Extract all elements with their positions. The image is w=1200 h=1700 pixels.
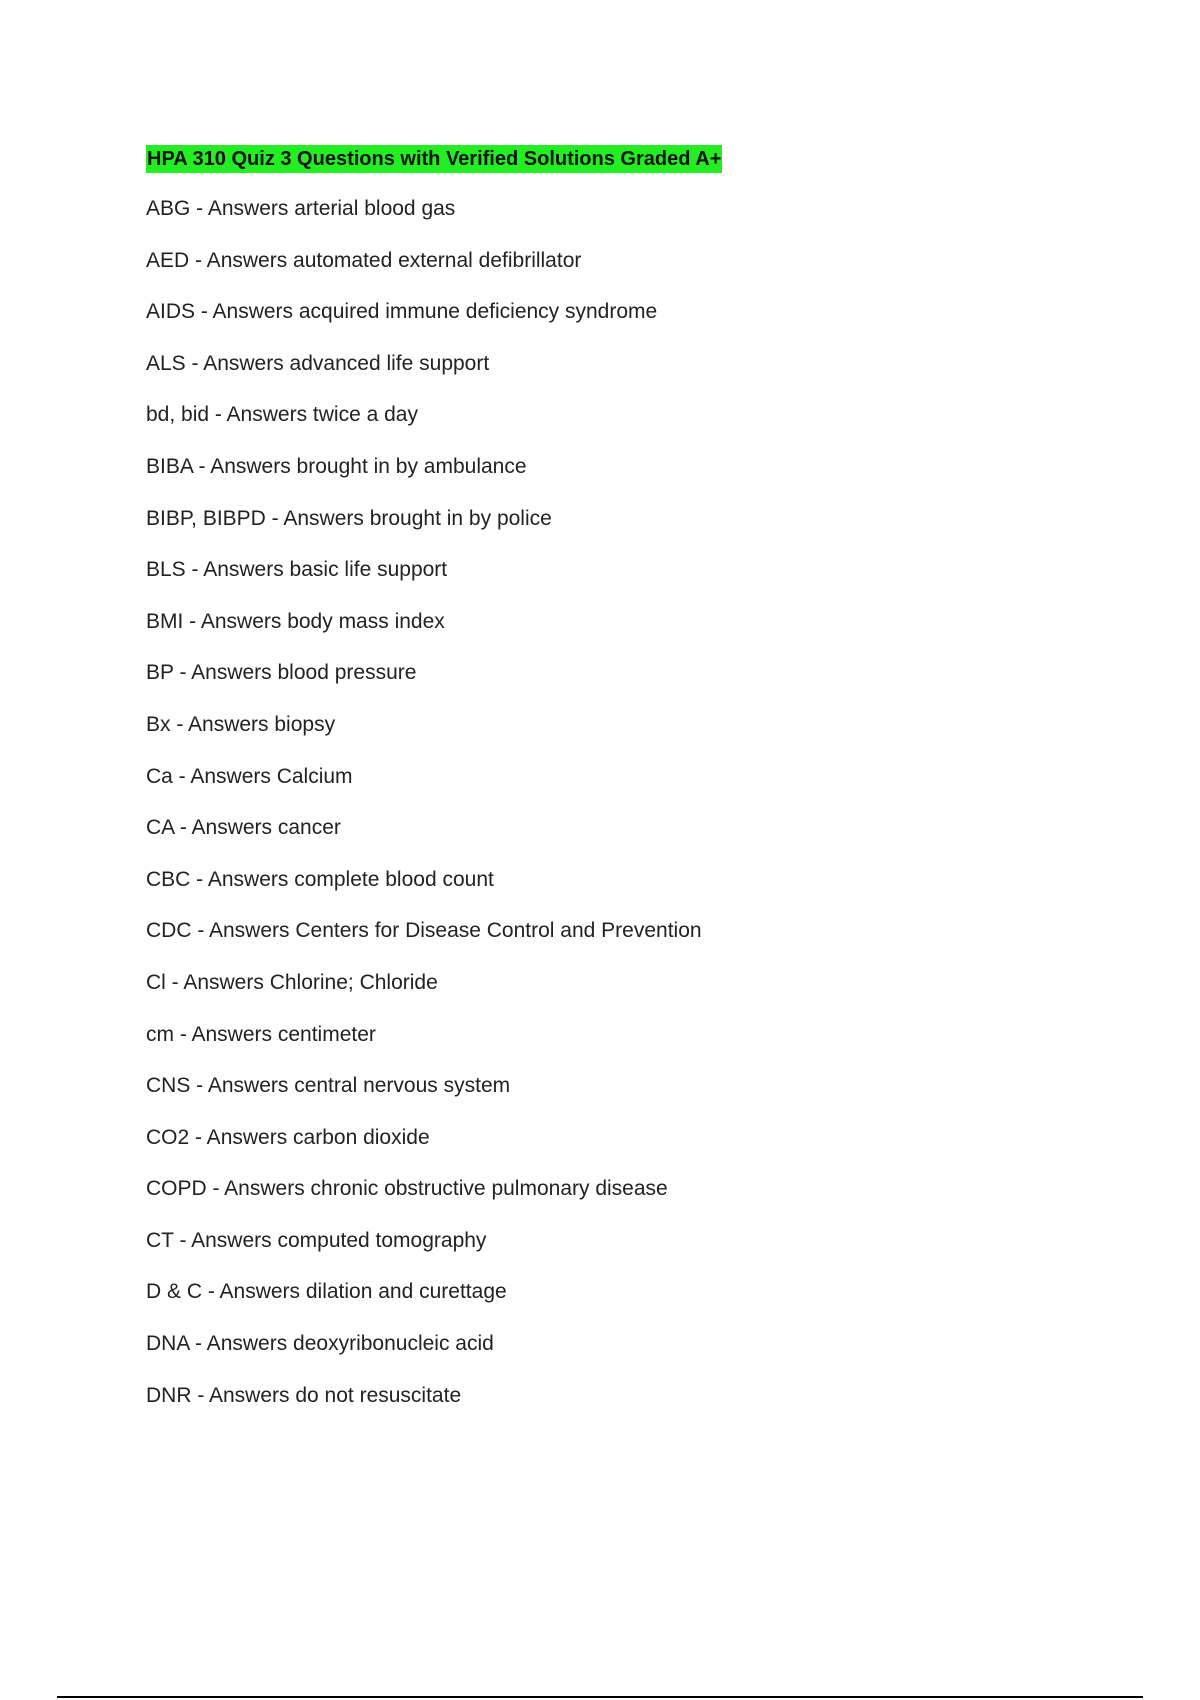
glossary-entry: BMI - Answers body mass index	[146, 609, 445, 633]
glossary-entry: CO2 - Answers carbon dioxide	[146, 1125, 430, 1149]
glossary-entry: Bx - Answers biopsy	[146, 712, 336, 736]
glossary-entry: COPD - Answers chronic obstructive pulmonary disease	[146, 1177, 668, 1201]
glossary-entry: CDC - Answers Centers for Disease Control and Prevention	[146, 919, 702, 943]
glossary-entry: CT - Answers computed tomography	[146, 1228, 487, 1252]
glossary-entry: cm - Answers centimeter	[146, 1022, 376, 1046]
glossary-entry: BLS - Answers basic life support	[146, 558, 448, 582]
glossary-entry: CBC - Answers complete blood count	[146, 867, 494, 891]
glossary-entry: Ca - Answers Calcium	[146, 764, 353, 788]
glossary-entry: DNA - Answers deoxyribonucleic acid	[146, 1332, 494, 1356]
document-title: HPA 310 Quiz 3 Questions with Verified Solutions Graded A+	[146, 145, 722, 173]
glossary-entry: bd, bid - Answers twice a day	[146, 403, 418, 427]
glossary-entry: ABG - Answers arterial blood gas	[146, 197, 456, 220]
glossary-entry: ALS - Answers advanced life support	[146, 351, 490, 375]
glossary-entry: BIBP, BIBPD - Answers brought in by police	[146, 506, 552, 530]
glossary-entry: AED - Answers automated external defibrillator	[146, 248, 582, 272]
glossary-entry: AIDS - Answers acquired immune deficiency syndrome	[146, 300, 658, 324]
glossary-entry: Cl - Answers Chlorine; Chloride	[146, 970, 438, 994]
glossary-list	[146, 194, 702, 1432]
glossary-entry: D & C - Answers dilation and curettage	[146, 1280, 507, 1304]
glossary-entry: CNS - Answers central nervous system	[146, 1074, 511, 1098]
glossary-entry: DNR - Answers do not resuscitate	[146, 1383, 462, 1407]
glossary-entry: BP - Answers blood pressure	[146, 661, 417, 685]
glossary-entry: CA - Answers cancer	[146, 816, 341, 840]
footer-divider	[57, 1696, 1143, 1698]
glossary-entry: BIBA - Answers brought in by ambulance	[146, 454, 527, 478]
